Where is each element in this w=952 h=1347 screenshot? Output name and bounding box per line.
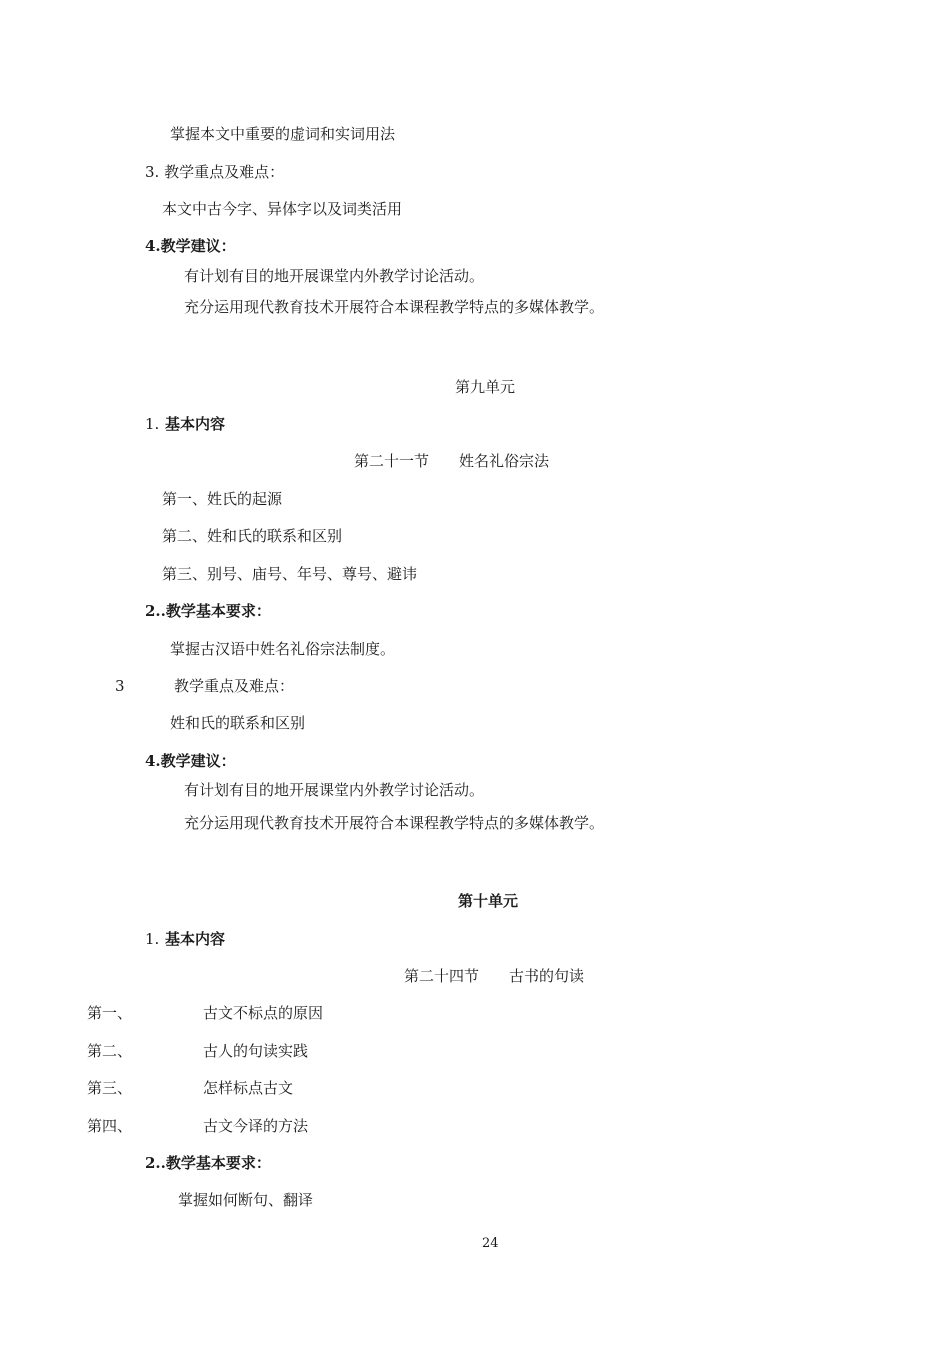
- list-item-number: 第一、: [87, 1004, 133, 1022]
- requirement-heading: 2..教学基本要求：: [145, 1154, 271, 1172]
- suggestion-heading: 4.教学建议：: [145, 752, 236, 770]
- list-item: 古文不标点的原因: [203, 1004, 324, 1022]
- key-points-text: 姓和氏的联系和区别: [170, 714, 306, 732]
- unit-title: 第九单元: [455, 378, 516, 396]
- suggestion-item: 有计划有目的地开展课堂内外教学讨论活动。: [184, 267, 485, 285]
- list-item: 古文今译的方法: [203, 1117, 309, 1135]
- list-item-number: 第三、: [87, 1079, 133, 1097]
- list-item: 第一、姓氏的起源: [162, 490, 283, 508]
- suggestion-item: 充分运用现代教育技术开展符合本课程教学特点的多媒体教学。: [184, 814, 605, 832]
- list-item: 古人的句读实践: [203, 1042, 309, 1060]
- suggestion-heading: 4.教学建议：: [145, 237, 236, 255]
- key-points-heading: 3. 教学重点及难点：: [145, 163, 285, 181]
- unit-title: 第十单元: [458, 892, 519, 910]
- list-item-number: 第四、: [87, 1117, 133, 1135]
- content-number: 1.: [145, 930, 160, 948]
- key-points-number: 3: [115, 677, 125, 695]
- content-number: 1.: [145, 415, 160, 433]
- requirement-text: 掌握本文中重要的虚词和实词用法: [170, 125, 396, 143]
- requirement-heading: 2..教学基本要求：: [145, 602, 271, 620]
- section-title: 第二十一节 姓名礼俗宗法: [354, 452, 550, 470]
- requirement-text: 掌握如何断句、翻译: [178, 1191, 314, 1209]
- suggestion-item: 有计划有目的地开展课堂内外教学讨论活动。: [184, 781, 485, 799]
- suggestion-item: 充分运用现代教育技术开展符合本课程教学特点的多媒体教学。: [184, 298, 605, 316]
- key-points-text: 本文中古今字、异体字以及词类活用: [162, 200, 403, 218]
- requirement-text: 掌握古汉语中姓名礼俗宗法制度。: [170, 640, 396, 658]
- list-item-number: 第二、: [87, 1042, 133, 1060]
- content-label: 基本内容: [165, 415, 226, 433]
- list-item: 第三、别号、庙号、年号、尊号、避讳: [162, 565, 418, 583]
- page-number: 24: [482, 1236, 499, 1251]
- list-item: 第二、姓和氏的联系和区别: [162, 527, 343, 545]
- content-label: 基本内容: [165, 930, 226, 948]
- key-points-label: 教学重点及难点：: [174, 677, 295, 695]
- list-item: 怎样标点古文: [203, 1079, 294, 1097]
- section-title: 第二十四节 古书的句读: [404, 967, 585, 985]
